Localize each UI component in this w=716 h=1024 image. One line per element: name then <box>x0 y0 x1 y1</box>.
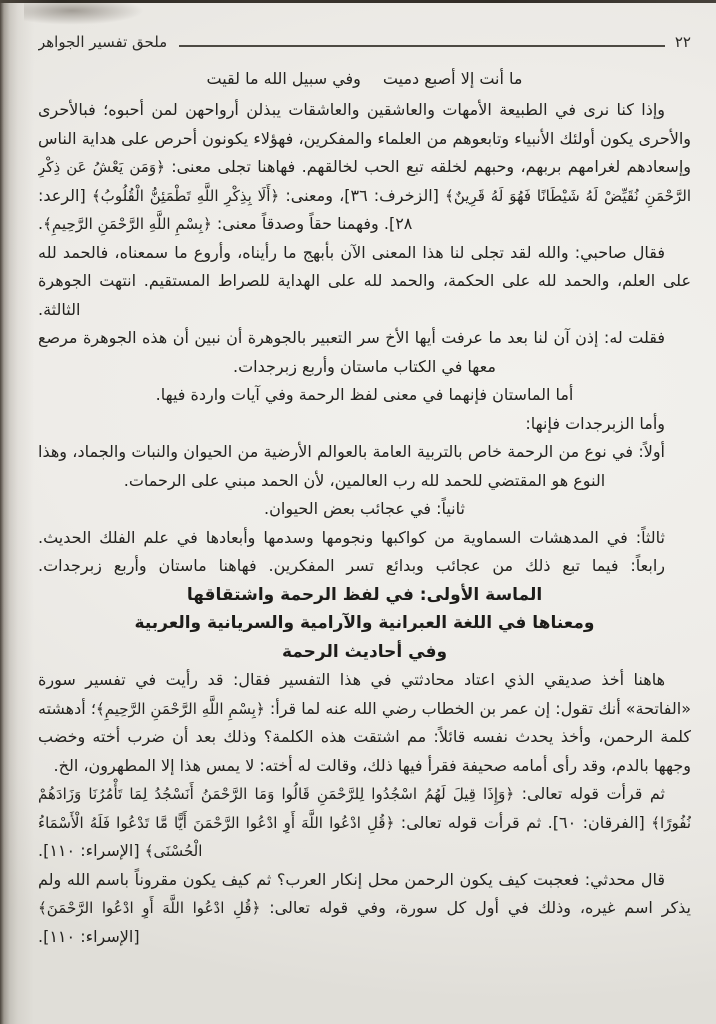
paragraph-8: ثالثاً: في المدهشات السماوية من كواكبها ونجومها وسدمها وأبعادها في علم الفلك الحديث. <box>38 527 665 547</box>
section-heading-3: وفي أحاديث الرحمة <box>281 641 448 662</box>
poem-line <box>38 64 691 94</box>
paragraph-1: وإذا كنا نرى في الطبيعة الأمهات والعاشقين والعاشقات يبذلن أرواحهن لمن أحبوه؛ فبالأحرى والأحرى يكون أولئك الأنبياء وتابعوهم من العلماء والمفكرين، فهؤلاء يكونون أحرص على هداية الناس وإسعادهم لغرامهم بربهم، وحبهم لخلقه تبع الحب لخالقهم. فهاهنا تجلى معنى: ﴿وَمَن يَعْشُ عَن ذِكْرِ الرَّحْمَنِ نُقَيِّضْ لَهُ شَيْطَانًا فَهُوَ لَهُ قَرِينٌ﴾ [الزخرف: ٣٦]، ومعنى: ﴿أَلَا بِذِكْرِ اللَّهِ تَطْمَئِنُّ الْقُلُوبُ﴾ [الرعد: ٢٨]. وفهمنا حقاً وصدقاً معنى: ﴿بِسْمِ اللَّهِ الرَّحْمَنِ الرَّحِيمِ﴾. <box>38 100 691 233</box>
page-content <box>38 30 691 1018</box>
paragraph-6: أولاً: في نوع من الرحمة خاص بالتربية العامة بالعوالم الأرضية من الحيوان والنبات والجماد، وهذا النوع هو المقتضي للحمد لله رب العالمين، لأن الحمد مبني على الرحمات. <box>38 442 665 490</box>
quran-quote: ﴿أَلَا بِذِكْرِ اللَّهِ تَطْمَئِنُّ الْقُلُوبُ﴾ <box>91 186 280 205</box>
quran-quote: ﴿قُلِ ادْعُوا اللَّهَ أَوِ ادْعُوا الرَّحْمَنَ﴾ <box>38 899 261 917</box>
header-rule <box>179 45 665 47</box>
quran-quote: ﴿وَإِذَا قِيلَ لَهُمُ اسْجُدُوا لِلرَّحْمَنِ قَالُوا وَمَا الرَّحْمَنُ أَنَسْجُدُ لِمَا تَأْمُرُنَا وَزَادَهُمْ نُفُورًا﴾ <box>38 785 691 832</box>
poem-hemistich-left: وفي سبيل الله ما لقيت <box>206 69 361 88</box>
quran-quote: ﴿قُلِ ادْعُوا اللَّهَ أَوِ ادْعُوا الرَّحْمَنَ أَيًّا مَّا تَدْعُوا فَلَهُ الْأَسْمَاءُ الْحُسْنَى﴾ <box>38 813 395 860</box>
poem-hemistich-right: ما أنت إلا أصبع دميت <box>382 69 523 88</box>
paragraph-5: وأما الزبرجدات فإنها: <box>525 413 665 433</box>
paragraph-2: فقال صاحبي: والله لقد تجلى لنا هذا المعنى الآن بأبهج ما رأيناه، وأروع ما سمعناه، فالحمد لله على العلم، والحمد لله على الحكمة، والحمد لله على الهداية للصراط المستقيم. انتهت الجوهرة الثالثة. <box>38 242 691 319</box>
paragraph-3: فقلت له: إذن آن لنا بعد ما عرفت أيها الأخ سر التعبير بالجوهرة أن نبين أن هذه الجوهرة مرصع معها في الكتاب ماستان وأربع زبرجدات. <box>38 328 665 376</box>
section-heading-2: ومعناها في اللغة العبرانية والآرامية والسريانية والعربية <box>134 613 595 633</box>
page-header <box>38 30 691 54</box>
paragraph-7: ثانياً: في عجائب بعض الحيوان. <box>264 499 465 518</box>
page-number: ٢٢ <box>674 33 691 51</box>
paragraph-11: ثم قرأت قوله تعالى: ﴿وَإِذَا قِيلَ لَهُمُ اسْجُدُوا لِلرَّحْمَنِ قَالُوا وَمَا الرَّحْمَنُ أَنَسْجُدُ لِمَا تَأْمُرُنَا وَزَادَهُمْ نُفُورًا﴾ [الفرقان: ٦٠]. ثم قرأت قوله تعالى: ﴿قُلِ ادْعُوا اللَّهَ أَوِ ادْعُوا الرَّحْمَنَ أَيًّا مَّا تَدْعُوا فَلَهُ الْأَسْمَاءُ الْحُسْنَى﴾ [الإسراء: ١١٠]. <box>38 784 691 860</box>
scan-smudge <box>24 3 144 25</box>
paragraph-9: رابعاً: فيما تبع ذلك من عجائب وبدائع تسر المفكرين. فهاهنا ماستان وأربع زبرجدات. <box>38 556 665 575</box>
quran-quote: ﴿بِسْمِ اللَّهِ الرَّحْمَنِ الرَّحِيمِ﴾ <box>95 699 265 718</box>
running-title: ملحق تفسير الجواهر <box>38 33 168 51</box>
paragraph-4: أما الماستان فإنهما في معنى لفظ الرحمة وفي آيات واردة فيها. <box>155 385 574 404</box>
paragraph-10: هاهنا أخذ صديقي الذي اعتاد محادثتي في هذا التفسير فقال: قد رأيت في تفسير سورة «الفاتحة» أنك تقول: إن عمر بن الخطاب رضي الله عنه لما قرأ: ﴿بِسْمِ اللَّهِ الرَّحْمَنِ الرَّحِيمِ﴾؛ أدهشته كلمة الرحمن، وأخذ يحدث نفسه قائلاً: مم اشتقت هذه الكلمة؟ وذلك بعد أن ضرب أخته وخضب وجهها بالدم، وقد رأى أمامه صحيفة فقرأ فيها ذلك، وقالت له أخته: لا يمس هذا إلا المطهرون، الخ. <box>38 670 691 775</box>
quran-quote: ﴿بِسْمِ اللَّهِ الرَّحْمَنِ الرَّحِيمِ﴾ <box>43 215 212 233</box>
quran-quote: ﴿وَمَن يَعْشُ عَن ذِكْرِ الرَّحْمَنِ نُقَيِّضْ لَهُ شَيْطَانًا فَهُوَ لَهُ قَرِينٌ﴾ <box>38 158 691 205</box>
paragraph-12: قال محدثي: فعجبت كيف يكون الرحمن محل إنكار العرب؟ ثم كيف يكون مقروناً باسم الله ولم يذكر اسم غيره، وذلك في أول كل سورة، وفي قوله تعالى: ﴿قُلِ ادْعُوا اللَّهَ أَوِ ادْعُوا الرَّحْمَنَ﴾ [الإسراء: ١١٠]. <box>38 869 691 946</box>
section-heading-1: الماسة الأولى: في لفظ الرحمة واشتقاقها <box>186 584 543 605</box>
